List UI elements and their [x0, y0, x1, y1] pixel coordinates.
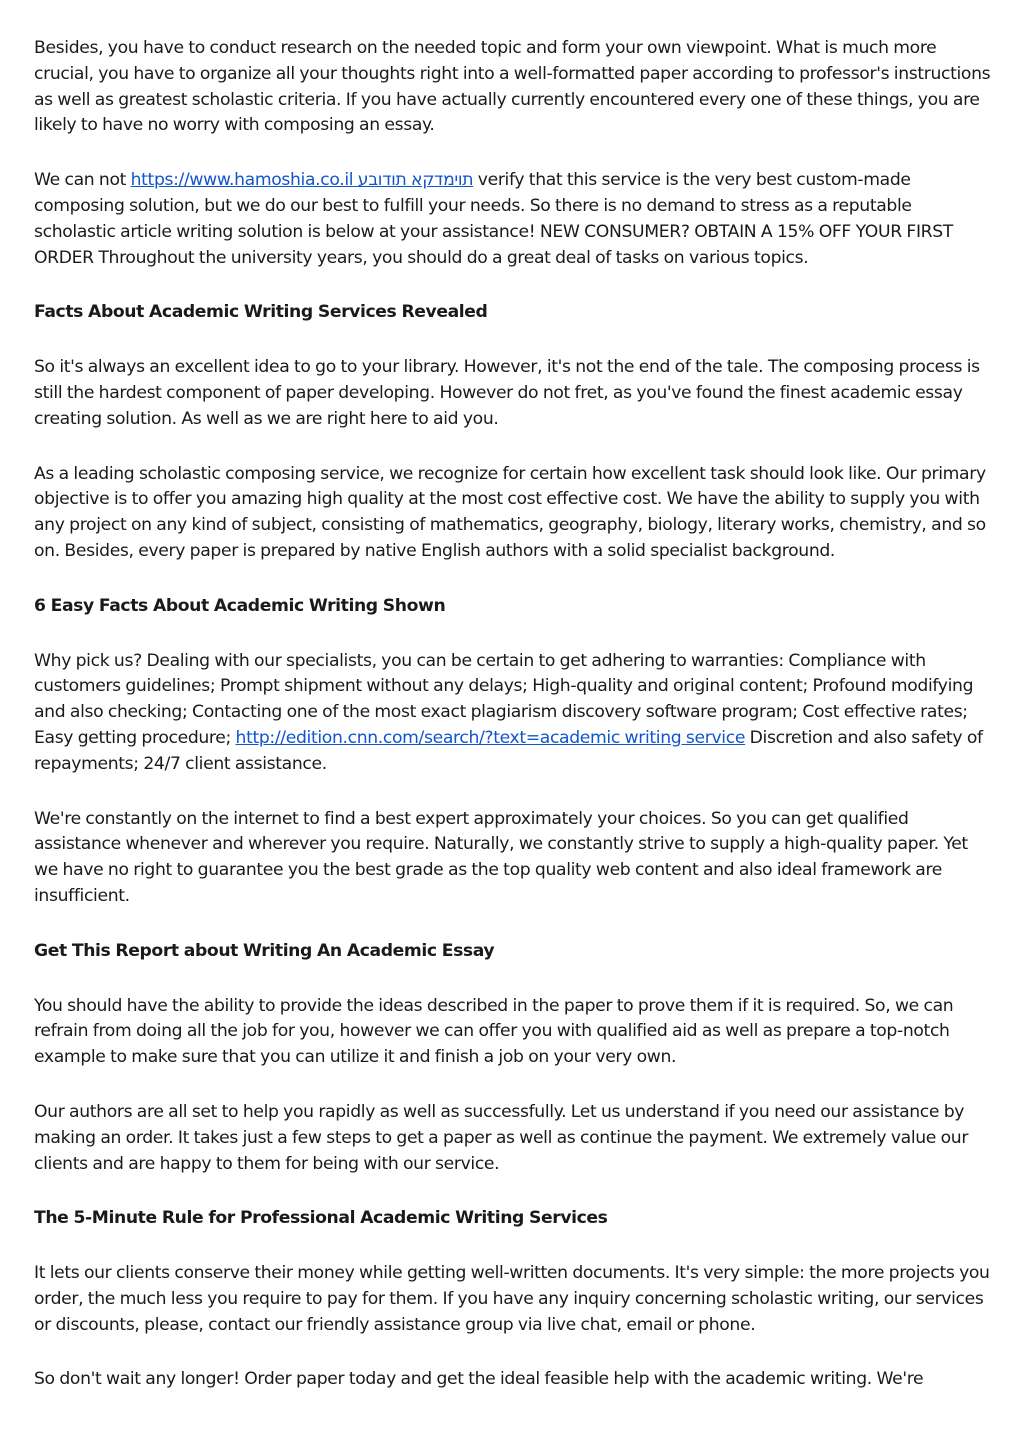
- section-heading-5-minute-rule: The 5-Minute Rule for Professional Academic Writing Services: [34, 1208, 608, 1229]
- paragraph-text: verify that this service is the very best custom-made composing solution, but we do our best to fulfill your needs. So there is no demand to stress as a reputable scholastic article writing solution is below at your assistance! NEW CONSUMER? OBTAIN A 15% OFF YOUR FIRST ORDER Throughout the university years, you should do a great deal of tasks on various topics.: [34, 170, 953, 268]
- paragraph-provide-ideas: You should have the ability to provide the ideas described in the paper to prove them if it is required. So, we can refrain from doing all the job for you, however we can offer you with qualified aid as well as prepare a top-notch example to make sure that you can utilize it and finish a job on your very own.: [34, 995, 954, 1068]
- paragraph-why-pick-us: [34, 649, 996, 778]
- paragraph-text: Why pick us? Dealing with our specialists, you can be certain to get adhering to warranties: Compliance with customers guidelines; Prompt shipment without any delays; High-quality and original content; Profound modifying and also checking; Contacting one of the most exact plagiarism discovery software program; Cost effective rates; Easy getting procedure;: [34, 650, 974, 748]
- cnn-search-link[interactable]: http://edition.cnn.com/search/?text=academic writing service: [235, 727, 746, 748]
- section-heading-facts-revealed: Facts About Academic Writing Services Revealed: [34, 302, 488, 323]
- paragraph-constantly-online: We're constantly on the internet to find a best expert approximately your choices. So you can get qualified assistance whenever and wherever you require. Naturally, we constantly strive to supply a high-quality paper. Yet we have no right to guarantee you the best grade as the top quality web content and also ideal framework are insufficient.: [34, 808, 968, 906]
- paragraph-text: We can not: [34, 170, 131, 191]
- paragraph-text: Discretion and also safety of repayments; 24/7 client assistance.: [34, 727, 983, 774]
- paragraph-verify: [34, 168, 996, 271]
- paragraph-authors: Our authors are all set to help you rapidly as well as successfully. Let us understand if you need our assistance by making an order. It takes just a few steps to get a paper as well as continue the payment. We extremely value our clients and are happy to them for being with our service.: [34, 1101, 969, 1174]
- paragraph-dont-wait: So don't wait any longer! Order paper today and get the ideal feasible help with the academic writing. We're: [34, 1369, 924, 1390]
- paragraph-intro: Besides, you have to conduct research on the needed topic and form your own viewpoint. What is much more crucial, you have to organize all your thoughts right into a well-formatted paper according to professor's instructions as well as greatest scholastic criteria. If you have actually currently encountered every one of these things, you are likely to have no worry with composing an essay.: [34, 38, 991, 136]
- section-heading-report: Get This Report about Writing An Academic Essay: [34, 940, 495, 961]
- document-page: [34, 36, 996, 1422]
- paragraph-library: So it's always an excellent idea to go to your library. However, it's not the end of the tale. The composing process is still the hardest component of paper developing. However do not fret, as you've found the finest academic essay creating solution. As well as we are right here to aid you.: [34, 357, 980, 429]
- paragraph-leading-service: As a leading scholastic composing service, we recognize for certain how excellent task should look like. Our primary objective is to offer you amazing high quality at the most cost effective cost. We have the ability to supply you with any project on any kind of subject, consisting of mathematics, geography, biology, literary works, chemistry, and so on. Besides, every paper is prepared by native English authors with a solid specialist background.: [34, 463, 986, 561]
- section-heading-easy-facts: 6 Easy Facts About Academic Writing Shown: [34, 595, 446, 616]
- hamoshia-link[interactable]: https://www.hamoshia.co.il תוימדקא תודובע: [130, 170, 474, 191]
- paragraph-conserve-money: It lets our clients conserve their money while getting well-written documents. It's very simple: the more projects you order, the much less you require to pay for them. If you have any inquiry concerning scholastic writing, our services or discounts, please, contact our friendly assistance group via live chat, email or phone.: [34, 1263, 990, 1335]
